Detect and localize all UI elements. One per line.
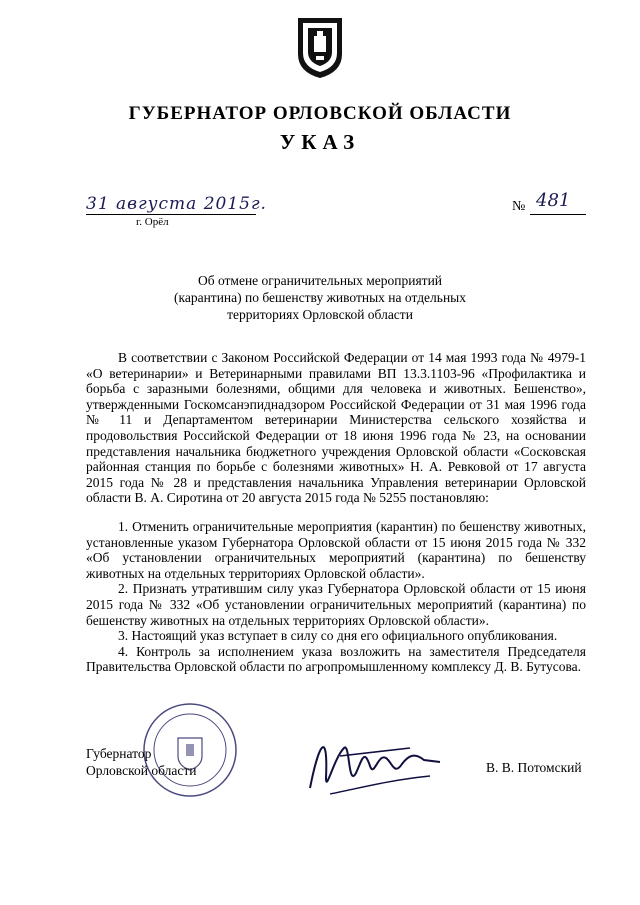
item-paragraph: 2. Признать утратившим силу указ Губернатора Орловской области от 15 июня 2015 года № 332 «Об установлении ограничительных мероприятий (карантина) по бешенству животных на отдельных территориях Орловской области». [86,581,586,628]
document-city: г. Орёл [136,216,169,228]
signatory-name: В. В. Потомский [486,760,582,775]
issuer-title: ГУБЕРНАТОР ОРЛОВСКОЙ ОБЛАСТИ [128,103,512,124]
preamble-paragraph: В соответствии с Законом Российской Федерации от 14 мая 1993 года № 4979-1 «О ветеринарии» и Ветеринарными правилами ВП 13.3.1103-96 «Профилактика и борьба с заразными болезнями, общими для человека и животных. Бешенство», утвержденными Госкомсанэпиднадзором Российской Федерации от 31 мая 1996 года № 11 и Департаментом ветеринарии Министерства сельского хозяйства и продовольствия Российской Федерации от 18 июня 1996 года № 23, на основании представления начальника бюджетного учреждения Орловской области «Сосковская районная станция по борьбе с болезнями животных» Н. А. Ревковой от 17 августа 2015 года № 28 и представления начальника Управления ветеринарии Орловской области В. А. Сиротина от 20 августа 2015 года № 5255 постановляю: [86,350,586,506]
document-body [86,350,586,675]
number-underline [530,214,586,215]
document-number: 481 [536,190,571,211]
position-line: Орловской области [86,763,197,778]
handwritten-signature [300,718,450,808]
document-subject: Об отмене ограничительных мероприятий (карантина) по бешенству животных на отдельных территориях Орловской области [173,273,466,322]
item-paragraph: 3. Настоящий указ вступает в силу со дня его официального опубликования. [118,628,558,644]
coat-of-arms-icon [294,14,346,80]
position-line: Губернатор [86,746,152,761]
date-underline [86,214,256,215]
document-date: 31 августа 2015г. [86,194,267,214]
item-paragraph: 4. Контроль за исполнением указа возложить на заместителя Председателя Правительства Орловской области по агропромышленному комплексу Д. В. Бутусова. [86,643,586,675]
signatory-position [86,745,196,779]
document-type: УКАЗ [279,130,361,154]
number-label: № [512,199,526,214]
item-paragraph: 1. Отменить ограничительные мероприятия (карантин) по бешенству животных, установленные указом Губернатора Орловской области от 15 июня 2015 года № 332 «Об установлении ограничительных мероприятий (карантина) по бешенству животных на отдельных территориях Орловской области». [86,518,586,581]
